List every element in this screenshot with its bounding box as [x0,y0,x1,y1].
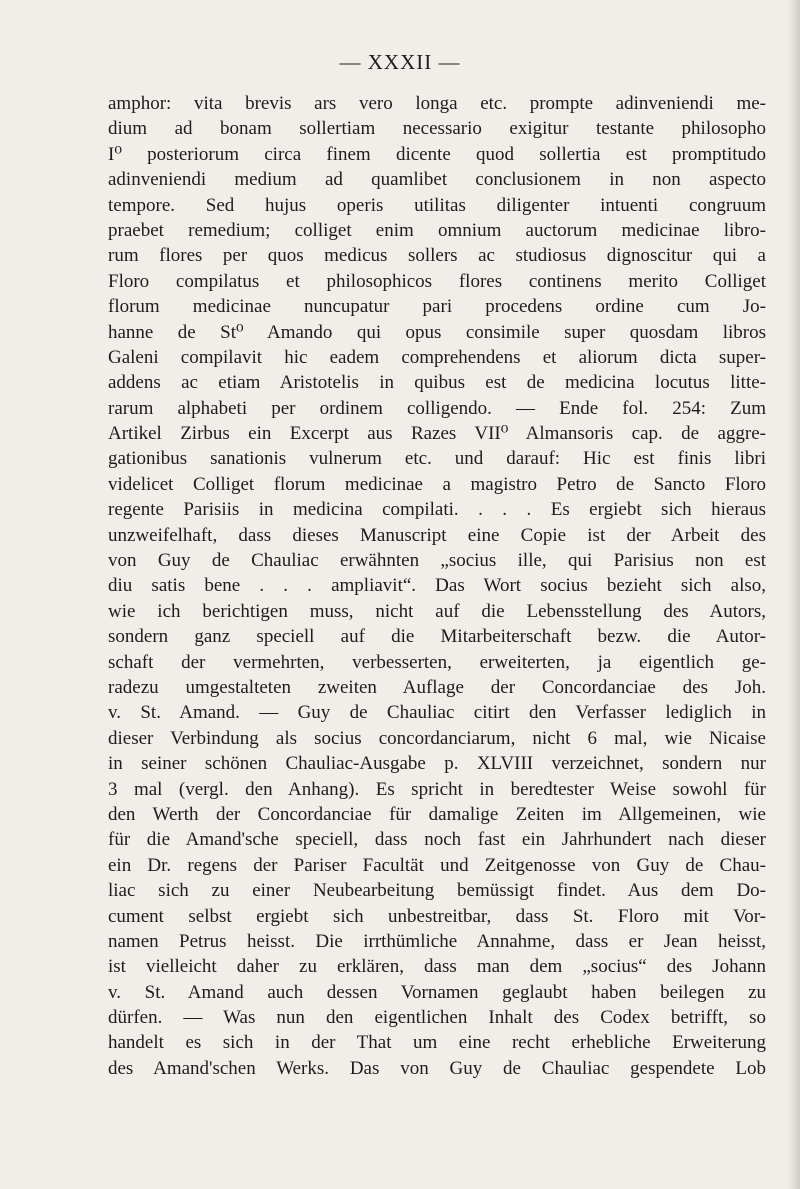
text-line: Galeni compilavit hic eadem comprehendens et aliorum dicta super- [108,346,766,368]
text-line: diu satis bene . . . ampliavit“. Das Wort socius bezieht sich also, [108,575,766,597]
text-line: für die Amand'sche speciell, dass noch fast ein Jahrhundert nach dieser [108,829,766,851]
text-line: addens ac etiam Aristotelis in quibus est de medicina locutus litte- [108,372,766,394]
text-line: unzweifelhaft, dass dieses Manuscript eine Copie ist der Arbeit des [108,524,766,546]
text-line: sondern ganz speciell auf die Mitarbeiterschaft bezw. die Autor- [108,626,766,648]
text-line: von Guy de Chauliac erwähnten „socius ille, qui Parisius non est [108,550,766,572]
text-line: handelt es sich in der That um eine recht erhebliche Erweiterung [108,1032,766,1054]
text-line: in seiner schönen Chauliac-Ausgabe p. XLVIII verzeichnet, sondern nur [108,753,766,775]
text-line: rum flores per quos medicus sollers ac studiosus dignoscitur qui a [108,245,766,267]
text-line: cument selbst ergiebt sich unbestreitbar, dass St. Floro mit Vor- [108,905,766,927]
text-line: schaft der vermehrten, verbesserten, erweiterten, ja eigentlich ge- [108,651,766,673]
text-line: liac sich zu einer Neubearbeitung bemüssigt findet. Aus dem Do- [108,880,766,902]
text-line: I⁰ posteriorum circa finem dicente quod sollertia est promptitudo [108,143,766,165]
text-line: Floro compilatus et philosophicos flores continens merito Colliget [108,270,766,292]
text-line: des Amand'schen Werks. Das von Guy de Chauliac gespendete Lob [108,1057,766,1079]
page-edge-shadow [788,0,800,1189]
text-line: rarum alphabeti per ordinem colligendo. — Ende fol. 254: Zum [108,397,766,419]
text-line: videlicet Colliget florum medicinae a magistro Petro de Sancto Floro [108,473,766,495]
page-number-header: — XXXII — [339,50,461,74]
body-text [108,91,766,1081]
text-line: amphor: vita brevis ars vero longa etc. prompte adinveniendi me- [108,93,766,114]
text-line: ist vielleicht daher zu erklären, dass man dem „socius“ des Johann [108,956,766,978]
text-line: Artikel Zirbus ein Excerpt aus Razes VII⁰ Almansoris cap. de aggre- [108,423,766,445]
text-line: regente Parisiis in medicina compilati. . . . Es ergiebt sich hieraus [108,499,766,521]
text-line: v. St. Amand auch dessen Vornamen geglaubt haben beilegen zu [108,981,766,1003]
text-line: 3 mal (vergl. den Anhang). Es spricht in beredtester Weise sowohl für [108,778,766,800]
text-line: wie ich berichtigen muss, nicht auf die Lebensstellung des Autors, [108,600,766,622]
text-line: dieser Verbindung als socius concordanciarum, nicht 6 mal, wie Nicaise [108,727,766,749]
text-line: namen Petrus heisst. Die irrthümliche Annahme, dass er Jean heisst, [108,930,766,952]
text-line: florum medicinae nuncupatur pari procedens ordine cum Jo- [108,296,766,318]
text-line: adinveniendi medium ad quamlibet conclusionem in non aspecto [108,169,766,191]
text-line: gationibus sanationis vulnerum etc. und darauf: Hic est finis libri [108,448,766,470]
text-line: dium ad bonam sollertiam necessario exigitur testante philosopho [108,118,766,140]
text-line: den Werth der Concordanciae für damalige Zeiten im Allgemeinen, wie [108,803,766,825]
text-line: v. St. Amand. — Guy de Chauliac citirt den Verfasser lediglich in [108,702,766,724]
text-line: dürfen. — Was nun den eigentlichen Inhalt des Codex betrifft, so [108,1007,766,1029]
text-line: ein Dr. regens der Pariser Facultät und Zeitgenosse von Guy de Chau- [108,854,766,876]
text-line: hanne de St⁰ Amando qui opus consimile super quosdam libros [108,321,766,343]
text-line: tempore. Sed hujus operis utilitas diligenter intuenti congruum [108,194,766,216]
text-line: praebet remedium; colliget enim omnium auctorum medicinae libro- [108,219,766,241]
text-line: radezu umgestalteten zweiten Auflage der Concordanciae des Joh. [108,676,766,698]
